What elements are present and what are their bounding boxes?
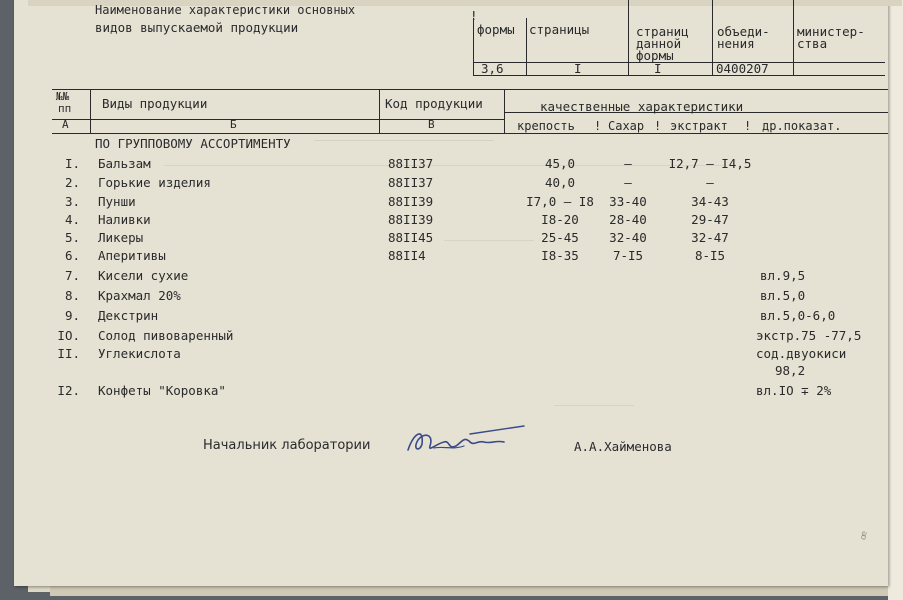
row-6-extract: 8-I5 [694, 248, 726, 263]
group-heading: ПО ГРУППОВОМУ АССОРТИМЕНТУ [95, 136, 291, 151]
row-2-num: 2. [64, 175, 80, 190]
row-9-num: 9. [64, 308, 80, 323]
row-3-code: 88II39 [388, 194, 434, 209]
header-col-forma: формы [477, 22, 515, 37]
header-col-obed-1: объеди- [717, 24, 770, 39]
row-1-num: I. [64, 156, 80, 171]
header-col-min-1: министер- [797, 24, 865, 39]
col-letter-a: А [62, 118, 69, 131]
header-hline-bottom [473, 75, 885, 76]
header-hline [473, 62, 885, 63]
row-3-name: Пунши [98, 194, 136, 209]
header-col-stranits-3: формы [636, 48, 674, 63]
header-value-forma: 3,6 [481, 61, 504, 76]
row-3-sugar: 33-40 [609, 194, 647, 209]
row-2-strength: 40,0 [544, 175, 576, 190]
row-10-num: IO. [57, 328, 80, 343]
row-11-num: II. [57, 346, 80, 361]
col-head-sugar: Сахар [608, 119, 645, 133]
col-head-other: др.показат. [762, 119, 842, 133]
row-1-strength: 45,0 [544, 156, 576, 171]
row-2-extract: – [706, 175, 714, 190]
row-4-code: 88II39 [388, 212, 434, 227]
row-2-name: Горькие изделия [98, 175, 211, 190]
row-7-num: 7. [64, 268, 80, 283]
doc-title-line1: Наименование характеристики основных [95, 3, 356, 17]
col-sep-c: ! [744, 119, 752, 133]
row-6-sugar: 7-I5 [612, 248, 644, 263]
header-col-obed-2: нения [717, 36, 755, 51]
header-col-stranitsy: страницы [529, 22, 590, 37]
row-3-extract: 34-43 [691, 194, 729, 209]
row-4-extract: 29-47 [691, 212, 729, 227]
quality-sub-line [504, 112, 888, 113]
row-5-num: 5. [64, 230, 80, 245]
row-5-strength: 25-45 [541, 230, 579, 245]
col-head-extract: экстракт [670, 119, 728, 133]
row-11-other-extra: 98,2 [775, 363, 806, 378]
row-3-strength: I7,0 – I8 [526, 194, 594, 209]
row-10-other: экстр.75 -77,5 [756, 328, 862, 343]
header-value-obed: 0400207 [716, 61, 769, 76]
header-vline-3 [628, 0, 629, 76]
doc-title-line2: видов выпускаемой продукции [95, 20, 299, 35]
paper-edge-lowest [50, 586, 900, 596]
letters-line [52, 119, 504, 120]
header-col-stranits-1: страниц [636, 24, 689, 39]
col-letter-b: Б [230, 118, 237, 131]
row-11-other: сод.двуокиси [756, 346, 847, 361]
col-head-strength: крепость [517, 119, 575, 133]
row-1-name: Бальзам [98, 156, 151, 171]
row-5-code: 88II45 [388, 230, 434, 245]
header-vline-1 [473, 18, 474, 76]
row-4-sugar: 28-40 [609, 212, 647, 227]
row-5-extract: 32-47 [691, 230, 729, 245]
table-vline-name [379, 90, 380, 134]
row-6-name: Аперитивы [98, 248, 166, 263]
row-7-other: вл.9,5 [760, 268, 806, 283]
col-head-num-2: пп [58, 102, 72, 115]
row-4-num: 4. [64, 212, 80, 227]
row-8-num: 8. [64, 288, 80, 303]
row-8-name: Крахмал 20% [98, 288, 181, 303]
col-letter-v: В [428, 118, 435, 131]
col-head-quality: качественные характеристики [540, 99, 744, 114]
row-3-num: 3. [64, 194, 80, 209]
col-head-code: Код продукции [385, 96, 483, 111]
col-head-name: Виды продукции [102, 96, 208, 111]
header-col-min-2: ства [797, 36, 828, 51]
row-12-other: вл.IO ∓ 2% [756, 383, 832, 398]
table-header-bottom-line [52, 133, 888, 134]
row-11-name: Углекислота [98, 346, 181, 361]
row-2-code: 88II37 [388, 175, 434, 190]
header-col-stranits-2: данной [636, 36, 682, 51]
row-1-code: 88II37 [388, 156, 434, 171]
paper-right-strip [888, 0, 903, 600]
row-7-name: Кисели сухие [98, 268, 189, 283]
table-top-line [52, 89, 888, 90]
row-5-name: Ликеры [98, 230, 144, 245]
row-1-sugar: – [624, 156, 632, 171]
col-sep-a: ! [594, 119, 602, 133]
row-4-name: Наливки [98, 212, 151, 227]
row-9-other: вл.5,0-6,0 [760, 308, 836, 323]
row-12-name: Конфеты "Коровка" [98, 383, 226, 398]
header-value-stranitsy: I [574, 61, 582, 76]
signatory-name: А.А.Хайменова [574, 439, 672, 454]
row-4-strength: I8-20 [541, 212, 579, 227]
paper-sheet [14, 0, 888, 586]
header-value-stranits: I [654, 61, 662, 76]
row-12-num: I2. [57, 383, 80, 398]
header-vline-4 [712, 0, 713, 76]
row-6-strength: I8-35 [541, 248, 579, 263]
row-6-code: 88II4 [388, 248, 426, 263]
row-2-sugar: – [624, 175, 632, 190]
row-5-sugar: 32-40 [609, 230, 647, 245]
col-head-num-1: №№ [56, 90, 70, 103]
header-vline-5 [793, 0, 794, 76]
pencil-page-mark: ꟹ [857, 530, 876, 542]
handwritten-signature [404, 420, 544, 464]
signatory-position: Начальник лаборатории [203, 438, 371, 453]
row-6-num: 6. [64, 248, 80, 263]
row-9-name: Декстрин [98, 308, 159, 323]
header-vline-2 [526, 18, 527, 76]
header-separator-1: ! [470, 8, 478, 23]
row-8-other: вл.5,0 [760, 288, 806, 303]
col-sep-b: ! [654, 119, 662, 133]
row-1-extract: I2,7 – I4,5 [668, 156, 752, 171]
table-vline-num [90, 90, 91, 134]
row-10-name: Солод пивоваренный [98, 328, 234, 343]
